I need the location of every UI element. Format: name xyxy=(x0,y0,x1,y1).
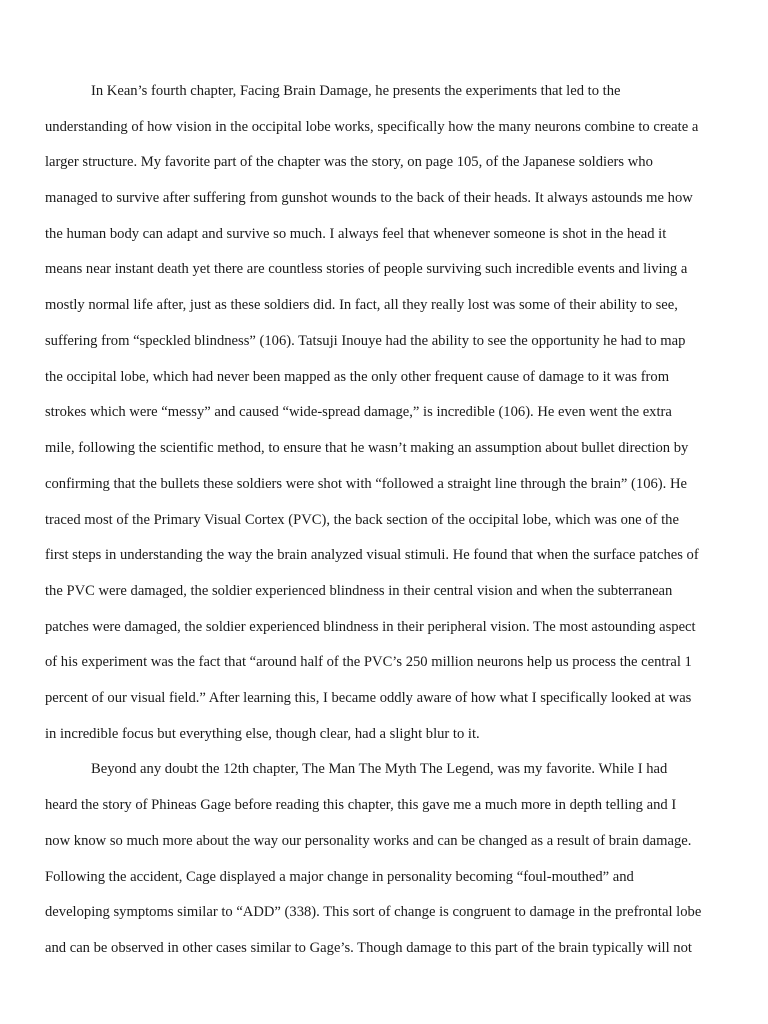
text-line: patches were damaged, the soldier experienced blindness in their peripheral vision. The most astounding aspect xyxy=(45,619,696,635)
text-line: traced most of the Primary Visual Cortex (PVC), the back section of the occipital lobe, which was one of the xyxy=(45,512,679,528)
text-line: in incredible focus but everything else, though clear, had a slight blur to it. xyxy=(45,726,480,742)
text-line: percent of our visual field.” After learning this, I became oddly aware of how what I specifically looked at was xyxy=(45,690,692,706)
text-line: mostly normal life after, just as these soldiers did. In fact, all they really lost was some of their ability to see, xyxy=(45,297,678,313)
text-line: developing symptoms similar to “ADD” (338). This sort of change is congruent to damage in the prefrontal lobe xyxy=(45,904,702,920)
text-line: now know so much more about the way our personality works and can be changed as a result of brain damage. xyxy=(45,833,692,849)
text-line: the PVC were damaged, the soldier experienced blindness in their central vision and when the subterranean xyxy=(45,583,673,599)
text-line: means near instant death yet there are countless stories of people surviving such incredible events and living a xyxy=(45,261,688,277)
text-line: of his experiment was the fact that “around half of the PVC’s 250 million neurons help us process the central 1 xyxy=(45,654,692,670)
text-line: the human body can adapt and survive so much. I always feel that whenever someone is shot in the head it xyxy=(45,226,667,242)
text-line: and can be observed in other cases similar to Gage’s. Though damage to this part of the brain typically will not xyxy=(45,940,692,956)
text-line: understanding of how vision in the occipital lobe works, specifically how the many neurons combine to create a xyxy=(45,119,699,135)
text-line: strokes which were “messy” and caused “wide-spread damage,” is incredible (106). He even went the extra xyxy=(45,404,672,420)
text-line: first steps in understanding the way the brain analyzed visual stimuli. He found that when the surface patches of xyxy=(45,547,699,563)
text-line: managed to survive after suffering from gunshot wounds to the back of their heads. It always astounds me how xyxy=(45,190,693,206)
text-line: heard the story of Phineas Gage before reading this chapter, this gave me a much more in depth telling and I xyxy=(45,797,677,813)
text-line: the occipital lobe, which had never been mapped as the only other frequent cause of damage to it was from xyxy=(45,369,670,385)
text-line: Beyond any doubt the 12th chapter, The Man The Myth The Legend, was my favorite. While I had xyxy=(91,761,668,777)
text-line: suffering from “speckled blindness” (106). Tatsuji Inouye had the ability to see the opportunity he had to map xyxy=(45,333,686,349)
text-line: In Kean’s fourth chapter, Facing Brain Damage, he presents the experiments that led to the xyxy=(91,83,621,99)
text-line: confirming that the bullets these soldiers were shot with “followed a straight line through the brain” (106). He xyxy=(45,476,687,492)
text-line: mile, following the scientific method, to ensure that he wasn’t making an assumption about bullet direction by xyxy=(45,440,689,456)
text-line: larger structure. My favorite part of the chapter was the story, on page 105, of the Japanese soldiers who xyxy=(45,154,653,170)
text-line: Following the accident, Cage displayed a major change in personality becoming “foul-mouthed” and xyxy=(45,869,634,885)
